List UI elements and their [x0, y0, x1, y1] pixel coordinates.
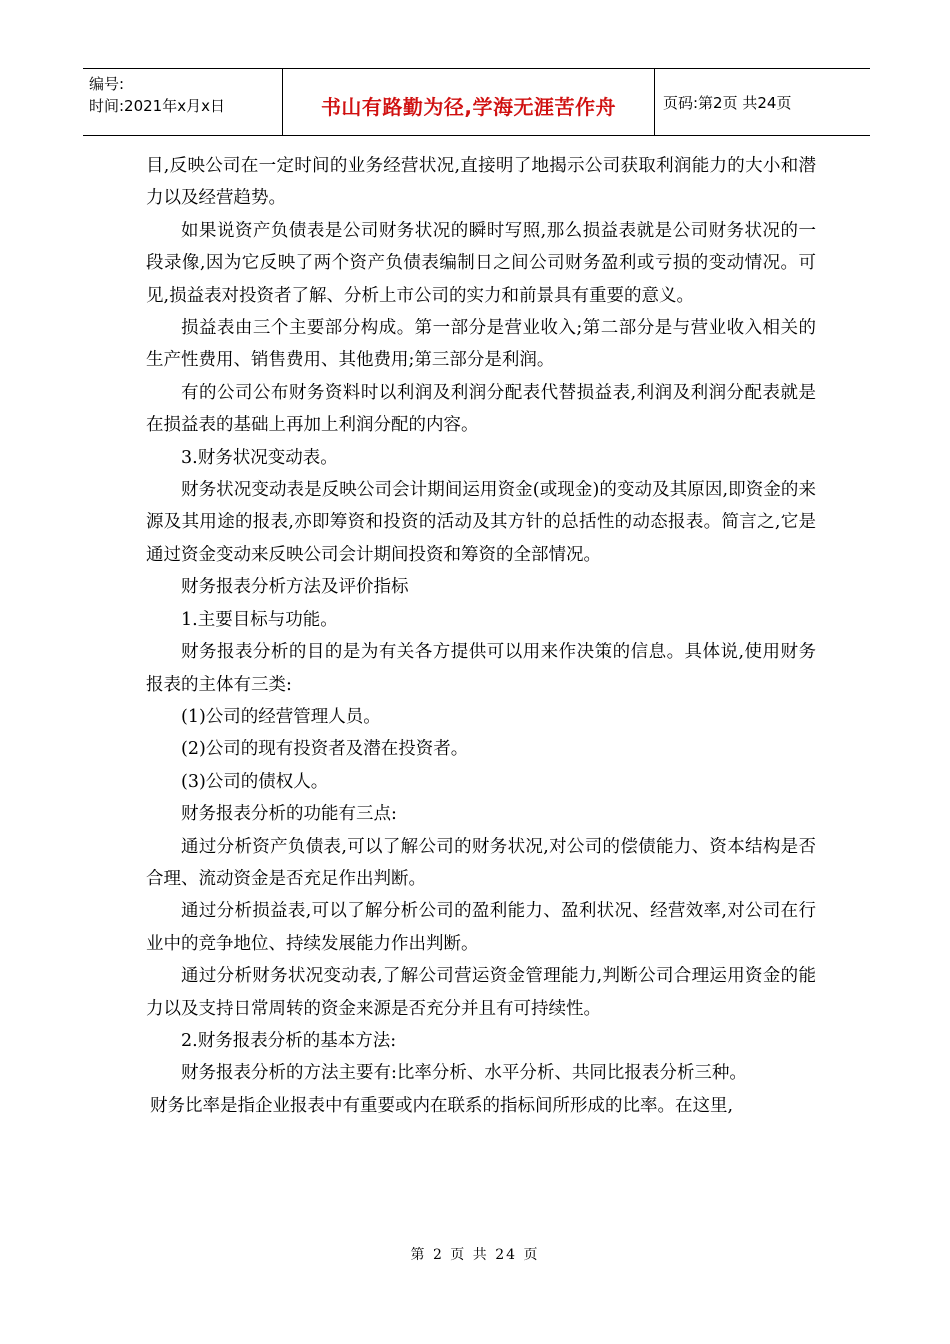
- page-footer: [0, 1244, 950, 1264]
- paragraph: 财务报表分析的功能有三点:: [181, 804, 397, 825]
- footer-page-number: 第 2 页 共 24 页: [410, 1247, 540, 1263]
- paragraph: 财务状况变动表是反映公司会计期间运用资金(或现金)的变动及其原因,即资金的来源及其用途的报表,亦即筹资和投资的活动及其方针的总括性的动态报表。简言之,它是通过资金变动来反映公司会计期间投资和筹资的全部情况。: [146, 480, 816, 565]
- paragraph: 财务报表分析的方法主要有:比率分析、水平分析、共同比报表分析三种。: [181, 1063, 747, 1084]
- section-heading: 2.财务报表分析的基本方法:: [181, 1030, 397, 1051]
- paragraph: 有的公司公布财务资料时以利润及利润分配表代替损益表,利润及利润分配表就是在损益表的基础上再加上利润分配的内容。: [146, 382, 816, 436]
- document-header: [83, 68, 870, 136]
- paragraph: 如果说资产负债表是公司财务状况的瞬时写照,那么损益表就是公司财务状况的一段录像,因为它反映了两个资产负债表编制日之间公司财务盈利或亏损的变动情况。可见,损益表对投资者了解、分析上市公司的实力和前景具有重要的意义。: [146, 220, 816, 306]
- document-number-label: 编号:: [89, 75, 125, 93]
- list-item: (2)公司的现有投资者及潜在投资者。: [181, 739, 469, 760]
- paragraph: 财务比率是指企业报表中有重要或内在联系的指标间所形成的比率。在这里,: [150, 1095, 734, 1116]
- list-item: (1)公司的经营管理人员。: [181, 706, 381, 727]
- paragraph: 通过分析财务状况变动表,了解公司营运资金管理能力,判断公司合理运用资金的能力以及支持日常周转的资金来源是否充分并且有可持续性。: [146, 966, 816, 1019]
- header-page-info: [655, 69, 870, 135]
- paragraph-continuation: 目,反映公司在一定时间的业务经营状况,直接明了地揭示公司获取利润能力的大小和潜力以及经营趋势。: [146, 156, 816, 209]
- header-page-number: 页码:第2页 共24页: [663, 93, 792, 112]
- document-time-label: 时间:2021年x月x日: [89, 97, 225, 115]
- header-meta: [83, 69, 283, 135]
- list-item: (3)公司的债权人。: [181, 771, 329, 792]
- document-body: [146, 150, 816, 1122]
- paragraph: 损益表由三个主要部分构成。第一部分是营业收入;第二部分是与营业收入相关的生产性费用、销售费用、其他费用;第三部分是利润。: [146, 318, 816, 371]
- paragraph: 财务报表分析的目的是为有关各方提供可以用来作决策的信息。具体说,使用财务报表的主体有三类:: [146, 642, 816, 695]
- paragraph: 通过分析损益表,可以了解分析公司的盈利能力、盈利状况、经营效率,对公司在行业中的竞争地位、持续发展能力作出判断。: [146, 901, 816, 954]
- section-heading: 1.主要目标与功能。: [181, 609, 338, 630]
- header-motto: 书山有路勤为径,学海无涯苦作舟: [320, 94, 617, 119]
- header-motto-cell: [283, 69, 655, 135]
- paragraph: 通过分析资产负债表,可以了解公司的财务状况,对公司的偿债能力、资本结构是否合理、流动资金是否充足作出判断。: [146, 836, 816, 889]
- section-heading: 财务报表分析方法及评价指标: [181, 577, 409, 598]
- section-heading: 3.财务状况变动表。: [181, 447, 338, 468]
